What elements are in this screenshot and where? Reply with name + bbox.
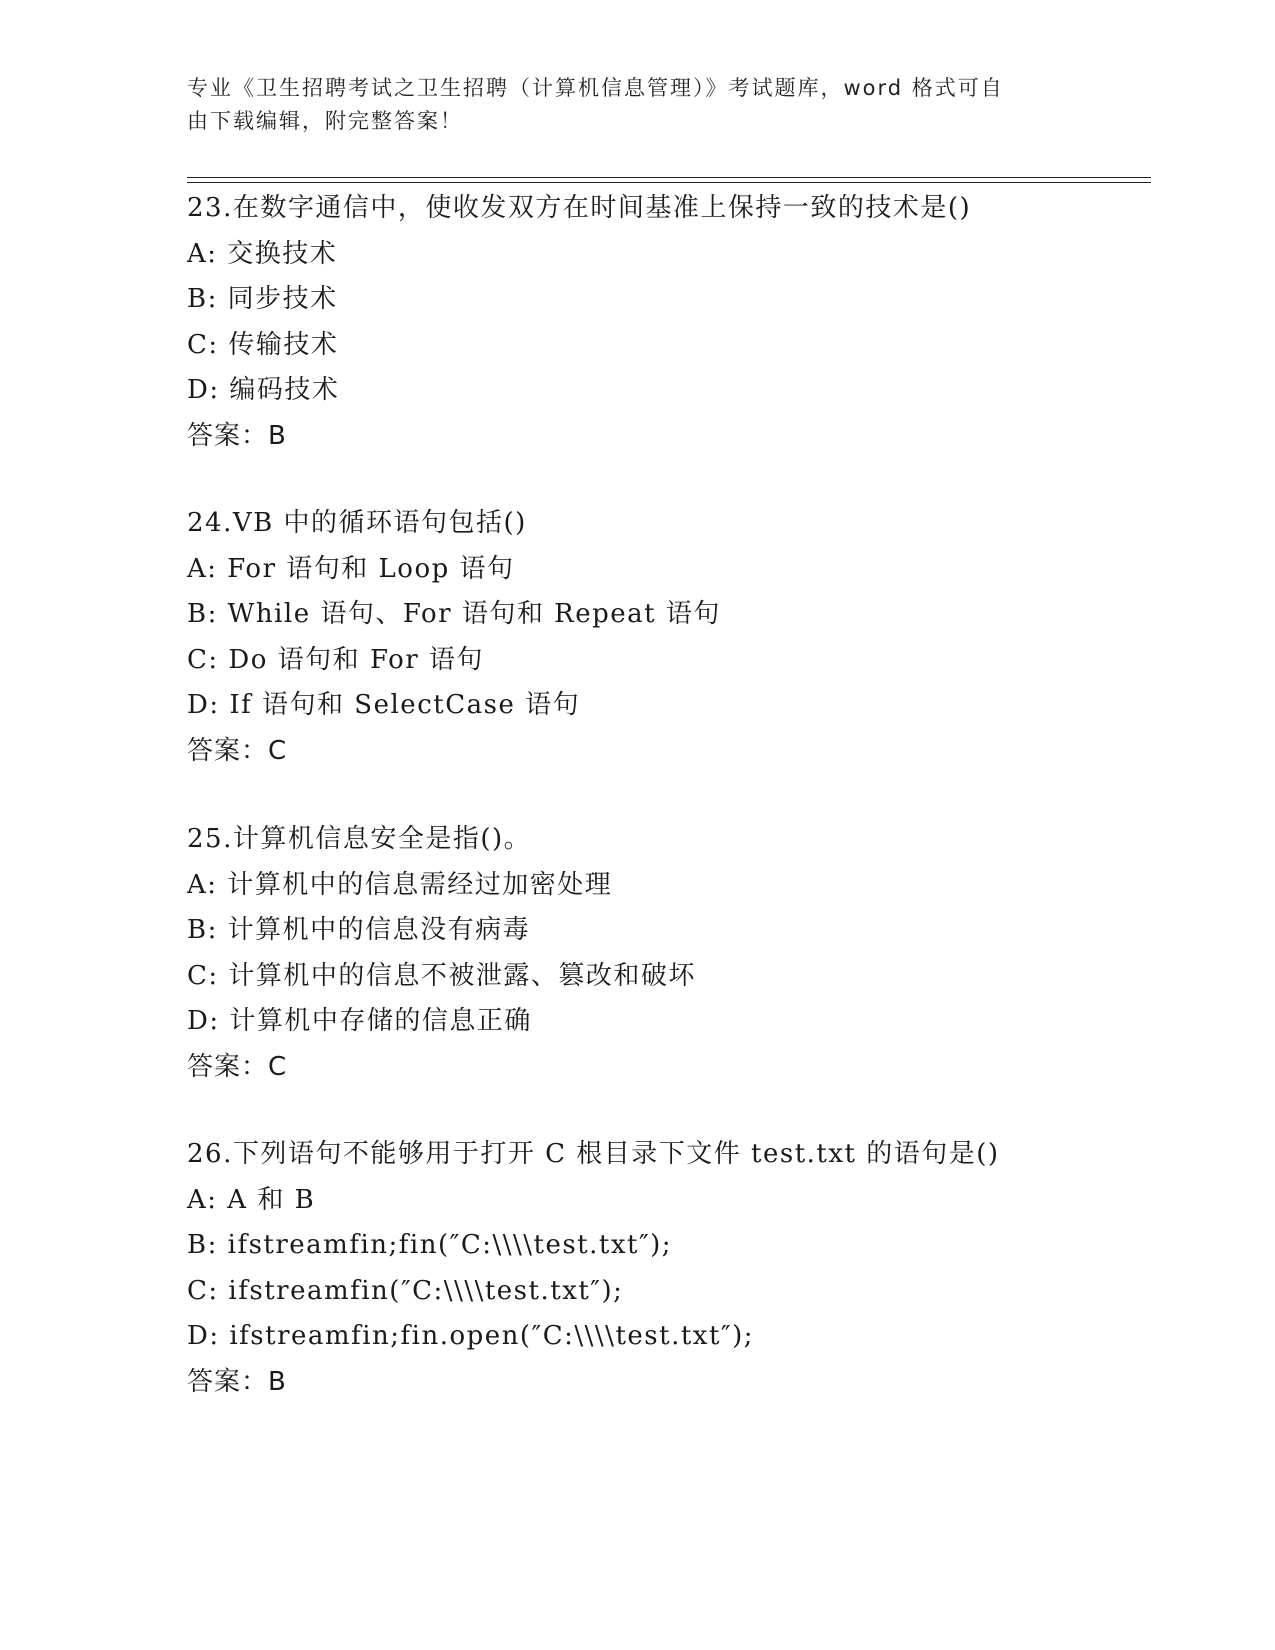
question-stem: 26.下列语句不能够用于打开 C 根目录下文件 test.txt 的语句是() [187,1139,1000,1169]
answer: 答案：C [187,735,288,766]
option-b: B: While 语句、For 语句和 Repeat 语句 [187,599,721,630]
question-stem: 25.计算机信息安全是指()。 [187,824,532,854]
option-d: D: 编码技术 [187,375,340,406]
option-b: B: ifstreamfin;fin(″C:\\\\test.txt″); [187,1230,673,1261]
option-a: A: A 和 B [187,1184,316,1215]
option-b: B: 计算机中的信息没有病毒 [187,915,531,946]
question-25 [187,817,1147,1091]
option-a: A: 计算机中的信息需经过加密处理 [187,869,613,900]
answer: 答案：B [187,420,287,451]
question-stem: 23.在数字通信中，使收发双方在时间基准上保持一致的技术是() [187,193,972,223]
option-c: C: 计算机中的信息不被泄露、篡改和破坏 [187,960,696,991]
option-c: C: 传输技术 [187,329,339,360]
answer: 答案：C [187,1051,288,1082]
question-24 [187,501,1147,775]
option-d: D: If 语句和 SelectCase 语句 [187,690,581,721]
header-line-2: 由下载编辑，附完整答案！ [187,109,463,133]
option-a: A: For 语句和 Loop 语句 [187,553,515,584]
option-a: A: 交换技术 [187,238,338,269]
header-divider-bottom [187,182,1151,183]
option-b: B: 同步技术 [187,284,338,315]
answer: 答案：B [187,1366,287,1397]
question-26 [187,1132,1147,1406]
option-d: D: ifstreamfin;fin.open(″C:\\\\test.txt″); [187,1321,755,1352]
option-c: C: ifstreamfin(″C:\\\\test.txt″); [187,1275,624,1306]
document-header [187,72,1087,138]
header-line-1: 专业《卫生招聘考试之卫生招聘（计算机信息管理）》考试题库，word 格式可自 [187,76,1004,100]
question-stem: 24.VB 中的循环语句包括() [187,508,527,538]
question-23 [187,186,1147,460]
header-divider-top [187,177,1151,178]
option-d: D: 计算机中存储的信息正确 [187,1006,532,1037]
option-c: C: Do 语句和 For 语句 [187,644,484,675]
